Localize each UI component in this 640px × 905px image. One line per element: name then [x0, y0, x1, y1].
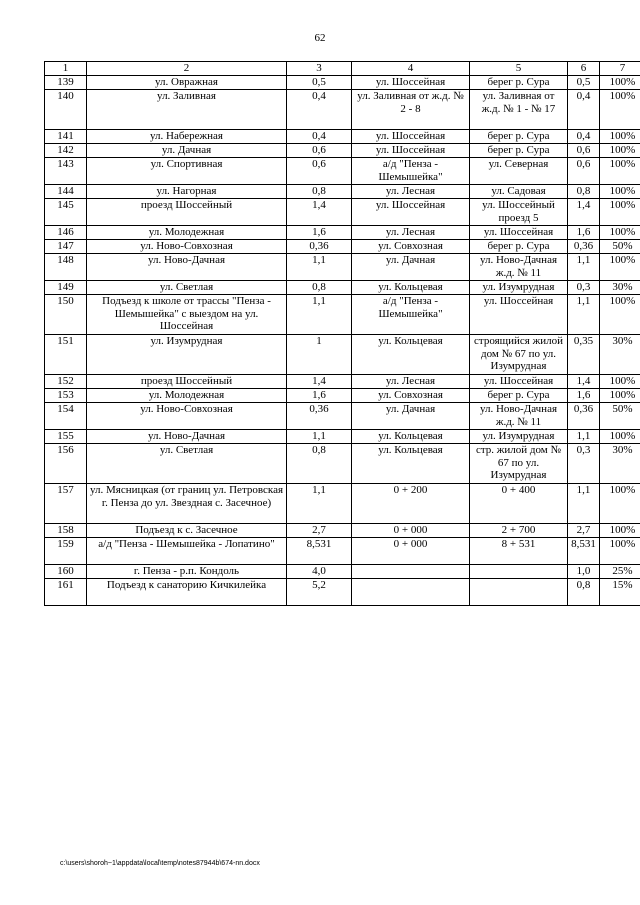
cell-number: 145	[45, 199, 87, 226]
table-row	[45, 335, 640, 375]
cell-percent: 100%	[600, 484, 640, 524]
header-cell: 4	[352, 62, 470, 76]
cell-end: ул. Северная	[470, 158, 568, 185]
cell-road-name: ул. Светлая	[87, 444, 287, 484]
table-row	[45, 76, 640, 90]
cell-end: ул. Шоссейная	[470, 295, 568, 335]
cell-length: 0,4	[287, 130, 352, 144]
cell-length: 4,0	[287, 565, 352, 579]
cell-road-name: ул. Нагорная	[87, 185, 287, 199]
cell-start: ул. Шоссейная	[352, 76, 470, 90]
cell-paved-length: 0,3	[568, 444, 600, 484]
cell-end: ул. Изумрудная	[470, 430, 568, 444]
cell-percent: 100%	[600, 226, 640, 240]
cell-road-name: ул. Мясницкая (от границ ул. Петровская г. Пенза до ул. Звездная с. Засечное)	[87, 484, 287, 524]
cell-road-name: ул. Дачная	[87, 144, 287, 158]
cell-road-name: ул. Светлая	[87, 281, 287, 295]
cell-road-name: ул. Набережная	[87, 130, 287, 144]
cell-number: 157	[45, 484, 87, 524]
table-row	[45, 430, 640, 444]
cell-start: ул. Лесная	[352, 226, 470, 240]
cell-end: 8 + 531	[470, 538, 568, 565]
cell-length: 0,36	[287, 240, 352, 254]
cell-paved-length: 1,6	[568, 226, 600, 240]
header-cell: 3	[287, 62, 352, 76]
cell-number: 143	[45, 158, 87, 185]
cell-start: ул. Совхозная	[352, 389, 470, 403]
table-row	[45, 524, 640, 538]
cell-paved-length: 0,6	[568, 158, 600, 185]
cell-number: 144	[45, 185, 87, 199]
cell-percent: 25%	[600, 565, 640, 579]
cell-start	[352, 579, 470, 606]
cell-length: 0,8	[287, 185, 352, 199]
table-row	[45, 375, 640, 389]
cell-percent: 100%	[600, 130, 640, 144]
cell-paved-length: 1,1	[568, 295, 600, 335]
cell-road-name: ул. Овражная	[87, 76, 287, 90]
table-row	[45, 579, 640, 606]
cell-length: 1,6	[287, 226, 352, 240]
cell-end: ул. Шоссейный проезд 5	[470, 199, 568, 226]
cell-length: 8,531	[287, 538, 352, 565]
cell-length: 0,6	[287, 144, 352, 158]
cell-paved-length: 8,531	[568, 538, 600, 565]
cell-start: ул. Лесная	[352, 375, 470, 389]
table-row	[45, 199, 640, 226]
cell-length: 1	[287, 335, 352, 375]
cell-road-name: ул. Молодежная	[87, 389, 287, 403]
cell-end: берег р. Сура	[470, 144, 568, 158]
cell-end: ул. Шоссейная	[470, 226, 568, 240]
cell-end: берег р. Сура	[470, 240, 568, 254]
cell-start: 0 + 200	[352, 484, 470, 524]
cell-start: ул. Шоссейная	[352, 199, 470, 226]
cell-paved-length: 0,4	[568, 90, 600, 130]
cell-paved-length: 0,36	[568, 403, 600, 430]
cell-road-name: ул. Изумрудная	[87, 335, 287, 375]
cell-percent: 100%	[600, 254, 640, 281]
cell-paved-length: 1,4	[568, 375, 600, 389]
table-row	[45, 240, 640, 254]
cell-road-name: ул. Заливная	[87, 90, 287, 130]
cell-length: 0,5	[287, 76, 352, 90]
cell-number: 147	[45, 240, 87, 254]
cell-start: ул. Дачная	[352, 254, 470, 281]
cell-paved-length: 1,6	[568, 389, 600, 403]
cell-paved-length: 1,1	[568, 430, 600, 444]
cell-length: 1,1	[287, 484, 352, 524]
cell-percent: 30%	[600, 444, 640, 484]
cell-length: 2,7	[287, 524, 352, 538]
cell-road-name: проезд Шоссейный	[87, 199, 287, 226]
cell-road-name: ул. Ново-Совхозная	[87, 240, 287, 254]
cell-percent: 100%	[600, 430, 640, 444]
cell-start: ул. Шоссейная	[352, 144, 470, 158]
cell-percent: 100%	[600, 90, 640, 130]
cell-road-name: ул. Ново-Дачная	[87, 430, 287, 444]
table-row	[45, 185, 640, 199]
cell-road-name: а/д "Пенза - Шемышейка - Лопатино"	[87, 538, 287, 565]
table-row	[45, 389, 640, 403]
cell-percent: 100%	[600, 144, 640, 158]
cell-start: ул. Шоссейная	[352, 130, 470, 144]
cell-start: ул. Кольцевая	[352, 281, 470, 295]
table-row	[45, 565, 640, 579]
cell-number: 159	[45, 538, 87, 565]
table-row	[45, 144, 640, 158]
cell-length: 0,36	[287, 403, 352, 430]
cell-number: 140	[45, 90, 87, 130]
cell-number: 160	[45, 565, 87, 579]
cell-number: 146	[45, 226, 87, 240]
cell-number: 158	[45, 524, 87, 538]
table-row	[45, 538, 640, 565]
cell-start: а/д "Пенза - Шемышейка"	[352, 295, 470, 335]
header-cell: 6	[568, 62, 600, 76]
cell-paved-length: 0,3	[568, 281, 600, 295]
cell-paved-length: 1,0	[568, 565, 600, 579]
cell-road-name: Подъезд к школе от трассы "Пенза - Шемышейка" с выездом на ул. Шоссейная	[87, 295, 287, 335]
header-cell: 1	[45, 62, 87, 76]
cell-percent: 100%	[600, 185, 640, 199]
table-row	[45, 403, 640, 430]
table-body	[45, 76, 640, 606]
cell-length: 0,8	[287, 281, 352, 295]
header-cell: 7	[600, 62, 640, 76]
cell-length: 1,1	[287, 430, 352, 444]
cell-percent: 100%	[600, 76, 640, 90]
cell-number: 153	[45, 389, 87, 403]
cell-start: ул. Дачная	[352, 403, 470, 430]
cell-road-name: ул. Ново-Дачная	[87, 254, 287, 281]
cell-length: 1,4	[287, 375, 352, 389]
table-row	[45, 130, 640, 144]
cell-paved-length: 0,6	[568, 144, 600, 158]
header-cell: 2	[87, 62, 287, 76]
cell-percent: 100%	[600, 538, 640, 565]
cell-start	[352, 565, 470, 579]
table-row	[45, 226, 640, 240]
cell-number: 155	[45, 430, 87, 444]
cell-start: ул. Совхозная	[352, 240, 470, 254]
cell-length: 5,2	[287, 579, 352, 606]
cell-end: берег р. Сура	[470, 389, 568, 403]
cell-length: 1,4	[287, 199, 352, 226]
cell-number: 150	[45, 295, 87, 335]
cell-paved-length: 1,4	[568, 199, 600, 226]
cell-end: ул. Ново-Дачная ж.д. № 11	[470, 254, 568, 281]
table-row	[45, 90, 640, 130]
cell-number: 142	[45, 144, 87, 158]
cell-end: ул. Изумрудная	[470, 281, 568, 295]
footer-file-path: c:\users\shoroh~1\appdata\local\temp\notes87944b\674-nn.docx	[60, 860, 260, 867]
cell-percent: 100%	[600, 375, 640, 389]
cell-end: ул. Шоссейная	[470, 375, 568, 389]
cell-length: 1,6	[287, 389, 352, 403]
cell-percent: 15%	[600, 579, 640, 606]
cell-paved-length: 1,1	[568, 484, 600, 524]
cell-percent: 100%	[600, 199, 640, 226]
cell-percent: 50%	[600, 240, 640, 254]
header-cell: 5	[470, 62, 568, 76]
cell-paved-length: 1,1	[568, 254, 600, 281]
cell-road-name: Подъезд к с. Засечное	[87, 524, 287, 538]
cell-start: ул. Кольцевая	[352, 430, 470, 444]
cell-start: ул. Лесная	[352, 185, 470, 199]
cell-start: 0 + 000	[352, 524, 470, 538]
cell-length: 1,1	[287, 295, 352, 335]
cell-percent: 30%	[600, 335, 640, 375]
cell-paved-length: 0,35	[568, 335, 600, 375]
page-number: 62	[314, 32, 326, 44]
cell-end: ул. Ново-Дачная ж.д. № 11	[470, 403, 568, 430]
cell-paved-length: 0,5	[568, 76, 600, 90]
cell-length: 0,6	[287, 158, 352, 185]
cell-start: ул. Кольцевая	[352, 335, 470, 375]
cell-end: стр. жилой дом № 67 по ул. Изумрудная	[470, 444, 568, 484]
header-row	[45, 62, 640, 76]
table-row	[45, 295, 640, 335]
cell-number: 139	[45, 76, 87, 90]
cell-percent: 100%	[600, 389, 640, 403]
cell-number: 156	[45, 444, 87, 484]
table-row	[45, 254, 640, 281]
cell-number: 148	[45, 254, 87, 281]
cell-number: 151	[45, 335, 87, 375]
cell-end: ул. Садовая	[470, 185, 568, 199]
cell-paved-length: 0,36	[568, 240, 600, 254]
cell-end: 0 + 400	[470, 484, 568, 524]
table-row	[45, 484, 640, 524]
cell-paved-length: 2,7	[568, 524, 600, 538]
cell-percent: 30%	[600, 281, 640, 295]
cell-paved-length: 0,4	[568, 130, 600, 144]
cell-road-name: ул. Спортивная	[87, 158, 287, 185]
cell-road-name: ул. Ново-Совхозная	[87, 403, 287, 430]
table-row	[45, 158, 640, 185]
cell-end	[470, 565, 568, 579]
cell-end: берег р. Сура	[470, 130, 568, 144]
cell-road-name: Подъезд к санаторию Кичкилейка	[87, 579, 287, 606]
cell-end: строящийся жилой дом № 67 по ул. Изумрудная	[470, 335, 568, 375]
cell-end: 2 + 700	[470, 524, 568, 538]
cell-percent: 100%	[600, 158, 640, 185]
cell-length: 0,4	[287, 90, 352, 130]
cell-percent: 100%	[600, 295, 640, 335]
cell-number: 149	[45, 281, 87, 295]
cell-start: 0 + 000	[352, 538, 470, 565]
cell-start: ул. Заливная от ж.д. № 2 - 8	[352, 90, 470, 130]
cell-number: 141	[45, 130, 87, 144]
cell-road-name: г. Пенза - р.п. Кондоль	[87, 565, 287, 579]
cell-start: ул. Кольцевая	[352, 444, 470, 484]
cell-paved-length: 0,8	[568, 185, 600, 199]
cell-percent: 50%	[600, 403, 640, 430]
cell-end: ул. Заливная от ж.д. № 1 - № 17	[470, 90, 568, 130]
cell-road-name: проезд Шоссейный	[87, 375, 287, 389]
cell-number: 152	[45, 375, 87, 389]
roads-table	[44, 61, 640, 606]
cell-road-name: ул. Молодежная	[87, 226, 287, 240]
cell-number: 161	[45, 579, 87, 606]
cell-start: а/д "Пенза - Шемышейка"	[352, 158, 470, 185]
cell-end: берег р. Сура	[470, 76, 568, 90]
cell-paved-length: 0,8	[568, 579, 600, 606]
table-row	[45, 281, 640, 295]
cell-length: 1,1	[287, 254, 352, 281]
table-row	[45, 444, 640, 484]
cell-percent: 100%	[600, 524, 640, 538]
cell-number: 154	[45, 403, 87, 430]
cell-length: 0,8	[287, 444, 352, 484]
cell-end	[470, 579, 568, 606]
